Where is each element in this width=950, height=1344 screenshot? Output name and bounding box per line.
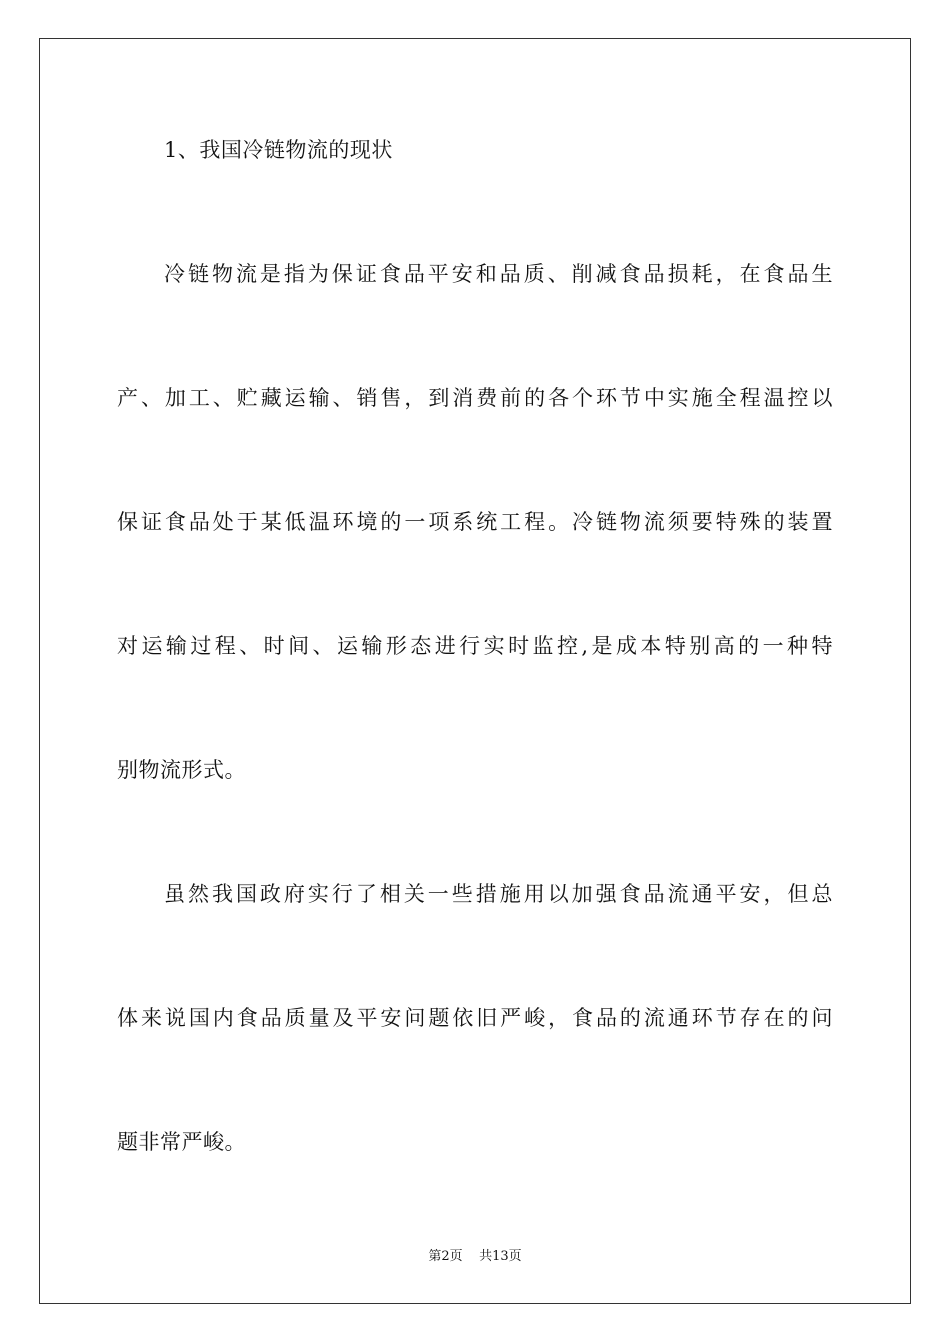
paragraph-1-line-1: 冷链物流是指为保证食品平安和品质、削减食品损耗，在食品生 xyxy=(164,262,833,286)
paragraph-2-line-1: 虽然我国政府实行了相关一些措施用以加强食品流通平安，但总 xyxy=(164,882,833,906)
page-number: 第2页 xyxy=(428,1249,463,1264)
page-footer xyxy=(0,1248,950,1266)
total-pages: 共13页 xyxy=(479,1249,522,1264)
paragraph-1-line-3: 保证食品处于某低温环境的一项系统工程。冷链物流须要特殊的装置 xyxy=(117,510,833,534)
paragraph-1-line-5: 别物流形式。 xyxy=(117,758,246,782)
paragraph-2-line-2: 体来说国内食品质量及平安问题依旧严峻，食品的流通环节存在的问 xyxy=(117,1006,833,1030)
section-heading: 1、我国冷链物流的现状 xyxy=(164,138,393,162)
page-border xyxy=(39,38,911,1304)
paragraph-2-line-3: 题非常严峻。 xyxy=(117,1130,246,1154)
paragraph-1-line-2: 产、加工、贮藏运输、销售，到消费前的各个环节中实施全程温控以 xyxy=(117,386,833,410)
paragraph-1-line-4: 对运输过程、时间、运输形态进行实时监控,是成本特别高的一种特 xyxy=(117,634,833,658)
